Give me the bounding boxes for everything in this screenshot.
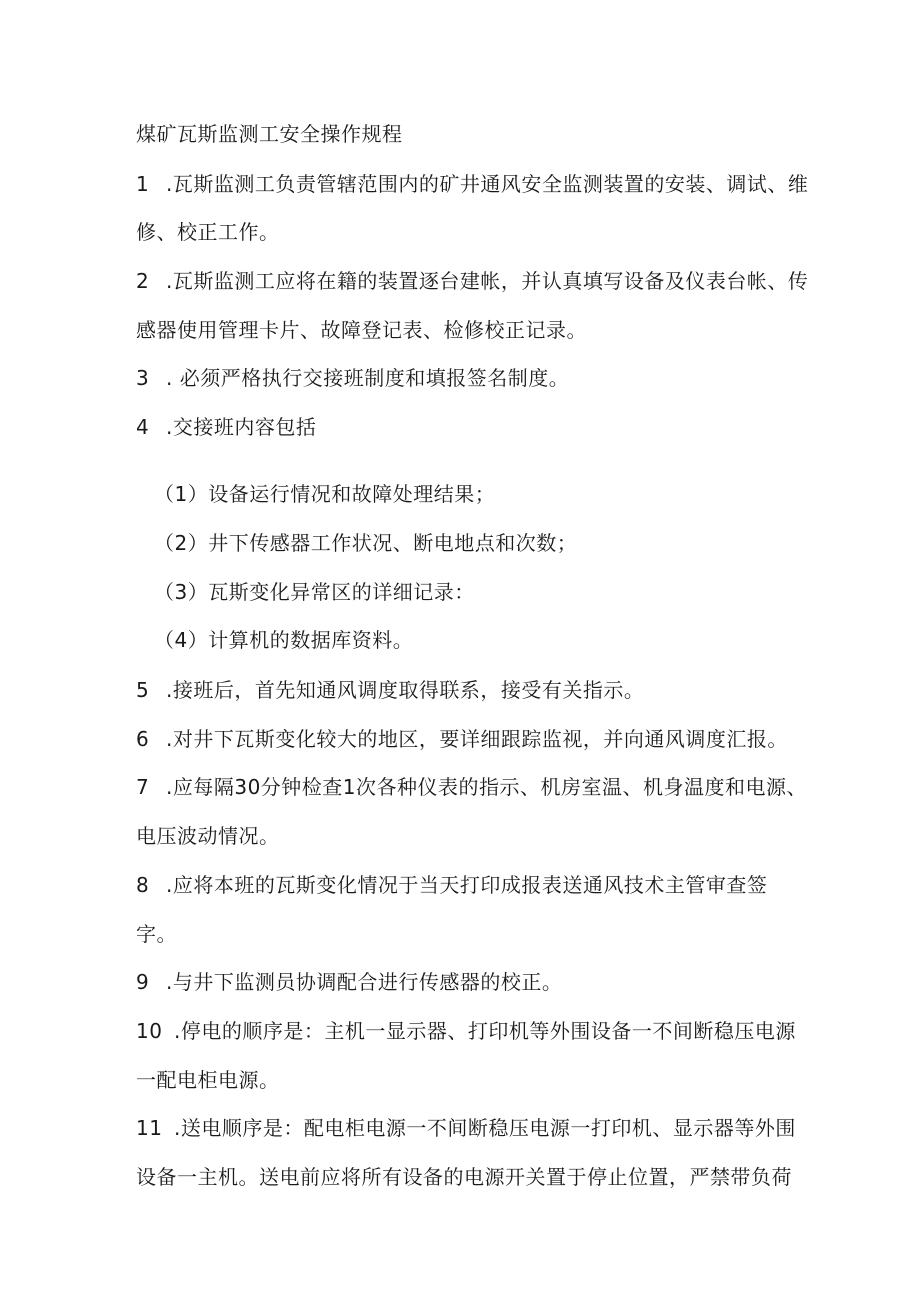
item-text: .对井下瓦斯变化较大的地区，要详细跟踪监视，并向通风调度汇报。 xyxy=(166,727,788,751)
item-number: 10 xyxy=(136,1019,163,1043)
document-title: 煤矿瓦斯监测工安全操作规程 xyxy=(136,122,403,146)
item-text: .瓦斯监测工负责管辖范围内的矿井通风安全监测装置的安装、调试、维 xyxy=(166,172,809,196)
item-text: 设备一主机。送电前应将所有设备的电源开关置于停止位置，严禁带负荷 xyxy=(136,1165,792,1189)
list-item-continuation xyxy=(136,1163,792,1191)
list-item xyxy=(136,413,316,441)
item-text: 字。 xyxy=(136,922,177,946)
sub-list-item: （4）计算机的数据库资料。 xyxy=(154,628,414,652)
item-text: .接班后，首先知通风调度取得联系，接受有关指示。 xyxy=(166,678,645,702)
list-item-continuation xyxy=(136,920,177,948)
list-item xyxy=(136,725,788,753)
item-text: 一配电柜电源。 xyxy=(136,1068,280,1092)
list-item xyxy=(136,773,807,801)
item-text: .送电顺序是：配电柜电源一不间断稳压电源一打印机、显示器等外围 xyxy=(174,1116,796,1140)
item-number: 7 xyxy=(136,775,150,799)
item-number: 8 xyxy=(136,873,150,897)
item-text: .应将本班的瓦斯变化情况于当天打印成报表送通风技术主管审查签 xyxy=(166,873,768,897)
item-number: 9 xyxy=(136,970,150,994)
list-item-continuation xyxy=(136,218,280,246)
sub-list-item: （2）井下传感器工作状况、断电地点和次数； xyxy=(154,531,578,555)
item-text: .应每隔30分钟检查1次各种仪表的指示、机房室温、机身温度和电源、 xyxy=(166,775,808,799)
list-item xyxy=(136,1114,796,1142)
item-text: 修、校正工作。 xyxy=(136,220,280,244)
list-item xyxy=(136,364,569,392)
item-text: .瓦斯监测工应将在籍的装置逐台建帐，并认真填写设备及仪表台帐、传 xyxy=(166,269,809,293)
sub-list-item: （1）设备运行情况和故障处理结果； xyxy=(154,482,496,506)
list-item xyxy=(136,1017,796,1045)
item-text: .停电的顺序是：主机一显示器、打印机等外围设备一不间断稳压电源 xyxy=(174,1019,796,1043)
list-item-continuation xyxy=(136,1066,280,1094)
item-text: . 必须严格执行交接班制度和填报签名制度。 xyxy=(166,366,570,390)
list-item-continuation xyxy=(136,316,587,344)
item-number: 1 xyxy=(136,172,150,196)
item-text: 电压波动情况。 xyxy=(136,824,280,848)
item-number: 3 xyxy=(136,366,150,390)
list-item xyxy=(136,871,767,899)
item-number: 11 xyxy=(136,1116,163,1140)
item-number: 6 xyxy=(136,727,150,751)
item-number: 5 xyxy=(136,678,150,702)
item-number: 4 xyxy=(136,415,150,439)
item-text: .交接班内容包括 xyxy=(166,415,317,439)
list-item xyxy=(136,170,808,198)
list-item xyxy=(136,267,808,295)
list-item xyxy=(136,676,644,704)
item-text: 感器使用管理卡片、故障登记表、检修校正记录。 xyxy=(136,318,587,342)
item-number: 2 xyxy=(136,269,150,293)
item-text: .与井下监测员协调配合进行传感器的校正。 xyxy=(166,970,563,994)
list-item xyxy=(136,968,562,996)
sub-list-item: （3）瓦斯变化异常区的详细记录： xyxy=(154,580,475,604)
list-item-continuation xyxy=(136,822,280,850)
